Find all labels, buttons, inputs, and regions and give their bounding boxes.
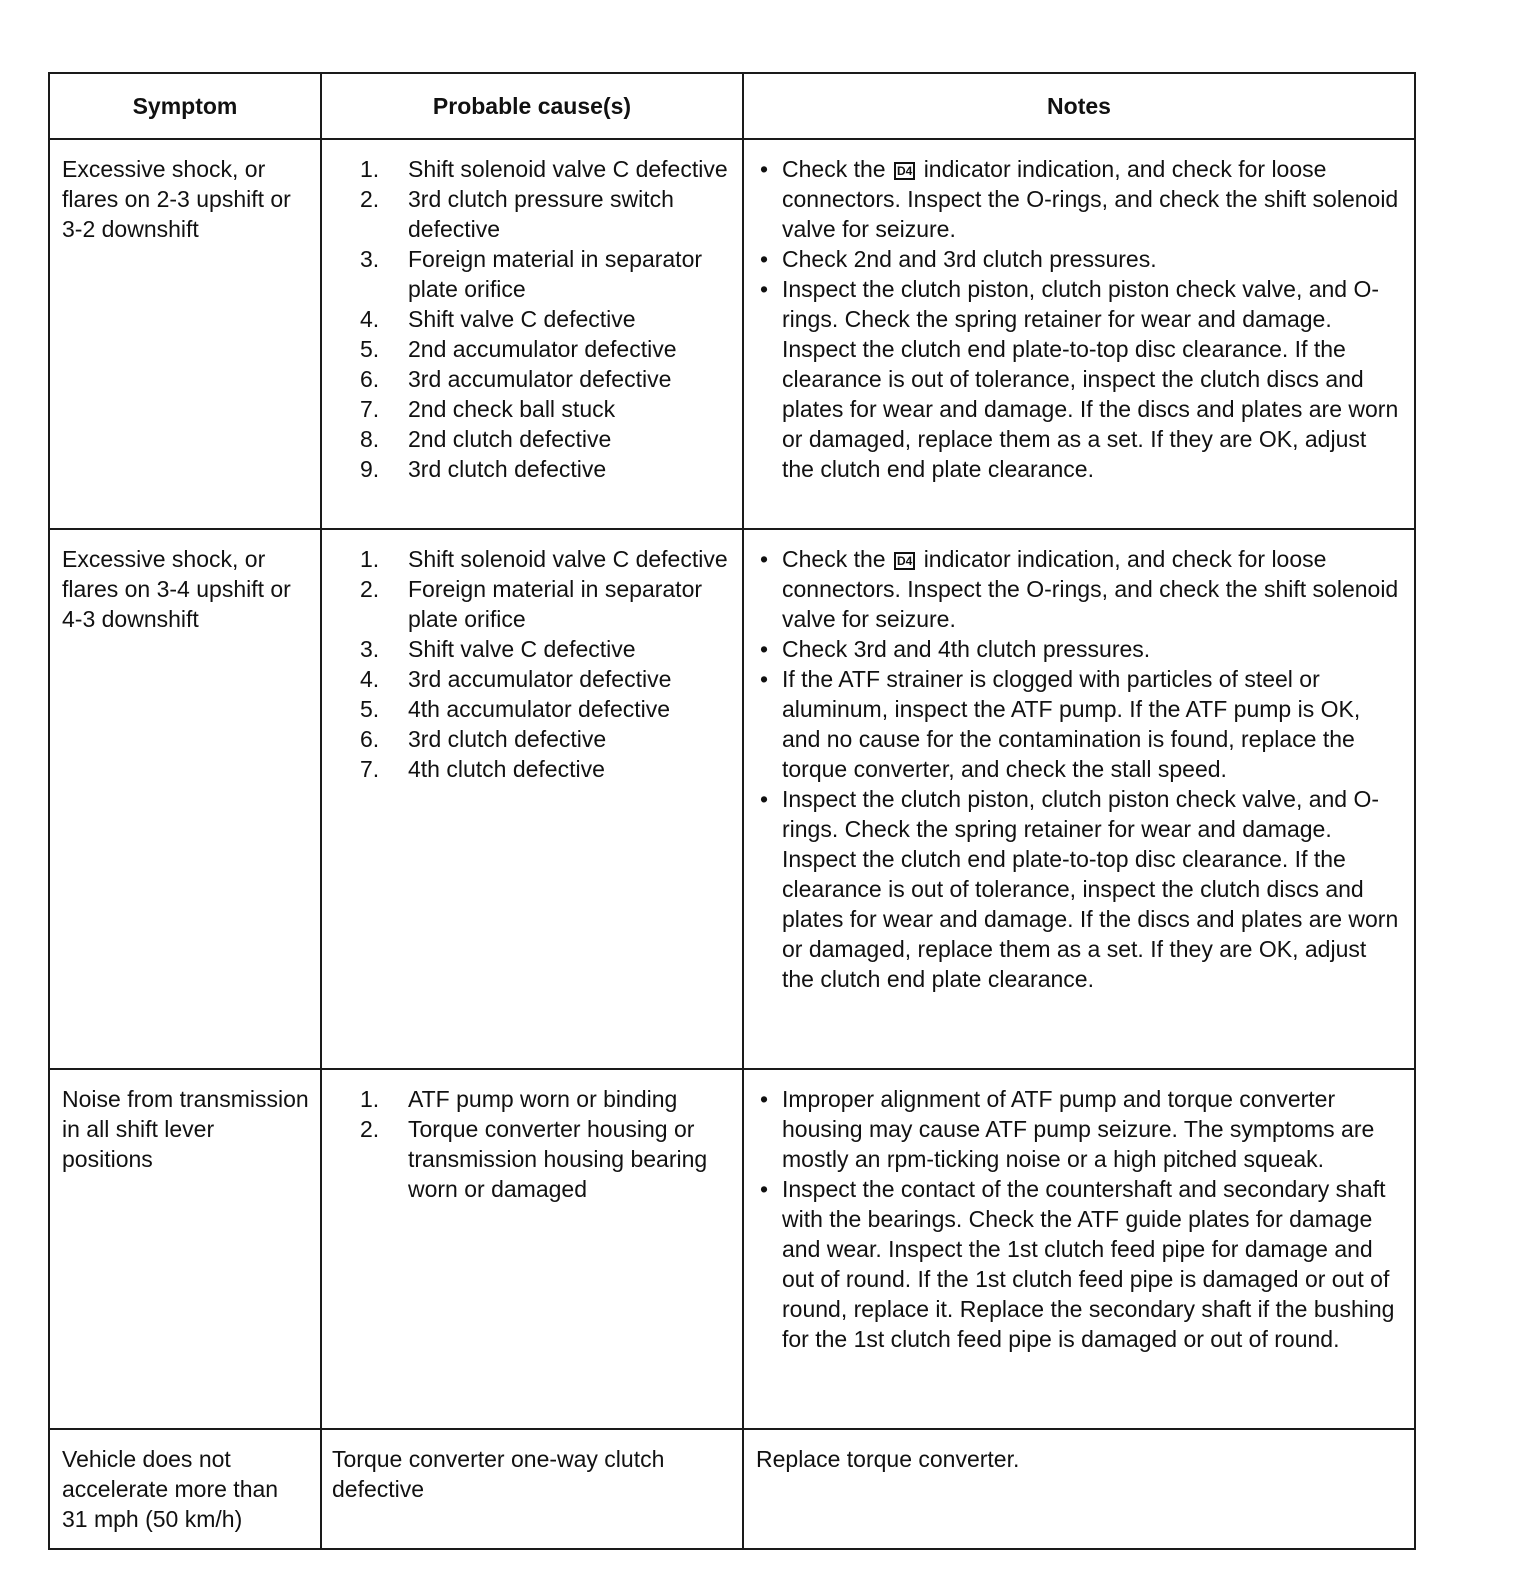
note-text: indicator indication, and check for loose connectors. Inspect the O-rings, and check the shift solenoid valve for seizure. [782,156,1399,242]
troubleshooting-page [48,72,1414,1550]
note-item [756,544,1402,634]
header-notes: Notes [743,73,1415,139]
note-text: Check 2nd and 3rd clutch pressures. [782,246,1157,272]
cause-text: Torque converter housing or transmission housing bearing worn or damaged [408,1116,708,1202]
symptom-cell: Noise from transmission in all shift lever positions [49,1069,321,1429]
causes-cell [321,529,743,1069]
note-text: Inspect the clutch piston, clutch piston check valve, and O-rings. Check the spring retainer for wear and damage. Inspect the clutch end plate-to-top disc clearance. If the clearance is out of tolerance, inspect the clutch discs and plates for wear and damage. If the discs and plates are worn or damaged, replace them as a set. If they are OK, adjust the clutch end plate clearance. [782,276,1399,482]
cause-item [360,574,736,634]
cause-text: ATF pump worn or binding [408,1086,678,1112]
cause-text: 3rd accumulator defective [408,666,672,692]
troubleshooting-table [48,72,1416,1550]
note-item [756,784,1402,994]
note-item [756,634,1402,664]
note-item [756,664,1402,784]
cause-item [360,244,736,304]
note-list [756,544,1402,994]
cause-text: 4th clutch defective [408,756,605,782]
cause-item [360,634,736,664]
cause-text: Shift valve C defective [408,636,636,662]
cause-number: 6. [360,366,380,392]
cause-number: 2. [360,576,380,602]
d4-indicator-icon: D4 [894,552,915,570]
notes-cell [743,1069,1415,1429]
cause-item [360,424,736,454]
note-text: Inspect the contact of the countershaft and secondary shaft with the bearings. Check the ATF guide plates for damage and wear. Inspect the 1st clutch feed pipe for damage and out of round. If the 1st clutch feed pipe is damaged or out of round, replace it. Replace the secondary shaft if the bushing for the 1st clutch feed pipe is damaged or out of round. [782,1176,1395,1352]
symptom-cell: Excessive shock, or flares on 3-4 upshift or 4-3 downshift [49,529,321,1069]
cause-item [360,1114,736,1204]
symptom-cell: Vehicle does not accelerate more than 31 mph (50 km/h) [49,1429,321,1549]
notes-cell: Replace torque converter. [743,1429,1415,1549]
note-text: If the ATF strainer is clogged with particles of steel or aluminum, inspect the ATF pump. If the ATF pump is OK, and no cause for the contamination is found, replace the torque converter, and check the stall speed. [782,666,1361,782]
note-text: indicator indication, and check for loose connectors. Inspect the O-rings, and check the shift solenoid valve for seizure. [782,546,1399,632]
cause-text: Shift solenoid valve C defective [408,156,728,182]
note-item [756,274,1402,484]
note-text: Inspect the clutch piston, clutch piston check valve, and O-rings. Check the spring retainer for wear and damage. Inspect the clutch end plate-to-top disc clearance. If the clearance is out of tolerance, inspect the clutch discs and plates for wear and damage. If the discs and plates are worn or damaged, replace them as a set. If they are OK, adjust the clutch end plate clearance. [782,786,1399,992]
table-row [49,1069,1415,1429]
cause-text: Foreign material in separator plate orifice [408,576,703,632]
cause-text: 3rd accumulator defective [408,366,672,392]
cause-item [360,754,736,784]
causes-cell [321,139,743,529]
cause-item [360,664,736,694]
cause-text: Shift valve C defective [408,306,636,332]
note-item [756,154,1402,244]
cause-item [360,394,736,424]
d4-indicator-icon: D4 [894,162,915,180]
note-list [756,1084,1402,1354]
cause-text: 2nd check ball stuck [408,396,616,422]
cause-text: Shift solenoid valve C defective [408,546,728,572]
cause-item [360,304,736,334]
note-text: Check the [782,156,886,182]
cause-item [360,694,736,724]
cause-text: 3rd clutch defective [408,726,607,752]
note-text: Check the [782,546,886,572]
cause-list [360,154,736,484]
cause-number: 1. [360,1086,380,1112]
cause-number: 2. [360,1116,380,1142]
header-symptom: Symptom [49,73,321,139]
cause-text: 3rd clutch defective [408,456,607,482]
cause-number: 4. [360,306,380,332]
table-row [49,139,1415,529]
cause-item [360,334,736,364]
note-item [756,1174,1402,1354]
cause-list [360,544,736,784]
table-header-row [49,73,1415,139]
causes-cell: Torque converter one-way clutch defective [321,1429,743,1549]
table-row [49,529,1415,1069]
cause-item [360,454,736,484]
cause-number: 4. [360,666,380,692]
cause-item [360,364,736,394]
cause-number: 3. [360,636,380,662]
notes-cell [743,139,1415,529]
cause-text: 4th accumulator defective [408,696,671,722]
cause-number: 1. [360,546,380,572]
cause-number: 3. [360,246,380,272]
causes-cell [321,1069,743,1429]
table-row [49,1429,1415,1549]
cause-item [360,544,736,574]
cause-number: 5. [360,696,380,722]
header-probable-causes: Probable cause(s) [321,73,743,139]
cause-text: 3rd clutch pressure switch defective [408,186,674,242]
symptom-cell: Excessive shock, or flares on 2-3 upshift or 3-2 downshift [49,139,321,529]
cause-item [360,724,736,754]
cause-number: 8. [360,426,380,452]
cause-number: 2. [360,186,380,212]
cause-item [360,1084,736,1114]
cause-number: 1. [360,156,380,182]
note-text: Improper alignment of ATF pump and torque converter housing may cause ATF pump seizure. The symptoms are mostly an rpm-ticking noise or a high pitched squeak. [782,1086,1375,1172]
cause-item [360,154,736,184]
cause-number: 7. [360,756,380,782]
cause-text: Foreign material in separator plate orifice [408,246,703,302]
note-item [756,244,1402,274]
cause-list [360,1084,736,1204]
cause-text: 2nd clutch defective [408,426,612,452]
notes-cell [743,529,1415,1069]
cause-text: 2nd accumulator defective [408,336,677,362]
note-item [756,1084,1402,1174]
note-list [756,154,1402,484]
cause-number: 7. [360,396,380,422]
cause-number: 6. [360,726,380,752]
cause-number: 5. [360,336,380,362]
cause-item [360,184,736,244]
cause-number: 9. [360,456,380,482]
note-text: Check 3rd and 4th clutch pressures. [782,636,1151,662]
